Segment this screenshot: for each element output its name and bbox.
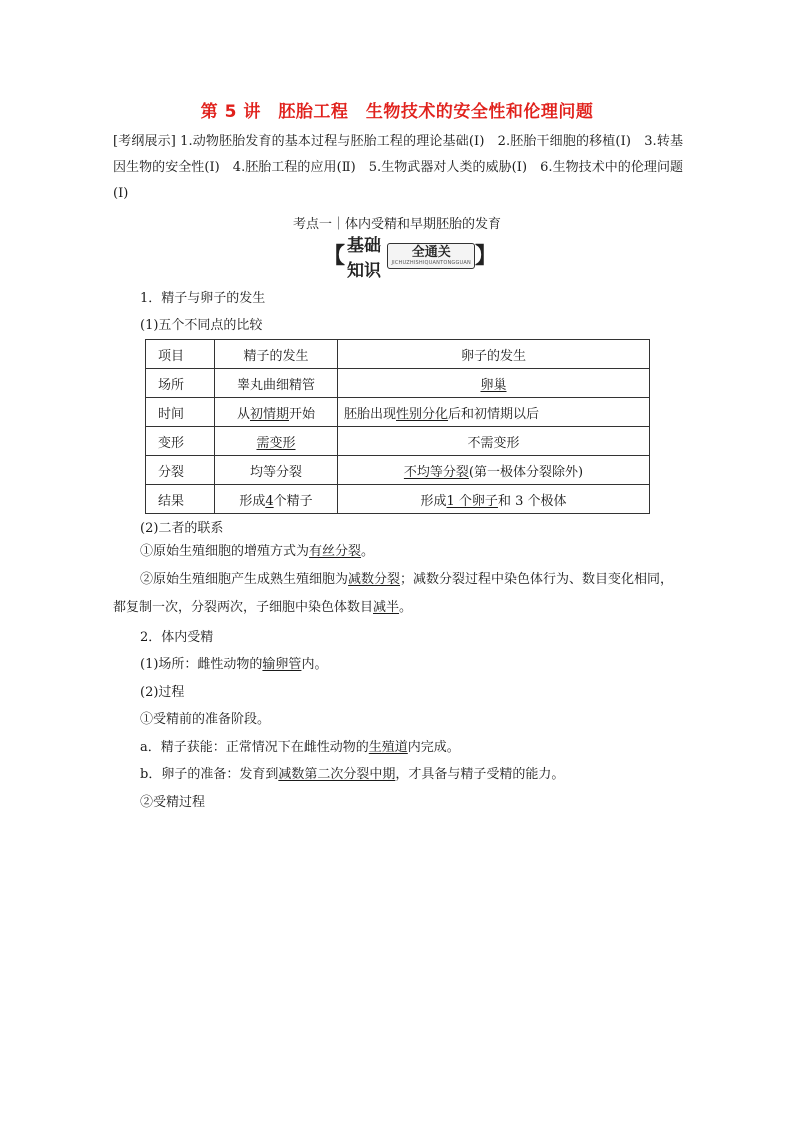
table-header-row xyxy=(146,340,650,369)
cell-egg xyxy=(338,369,650,398)
cell-item: 场所 xyxy=(146,369,215,398)
table-row xyxy=(146,485,650,514)
cell-sperm xyxy=(215,369,338,398)
text: 。 xyxy=(361,544,375,559)
text: 开始 xyxy=(289,406,316,422)
banner-badge xyxy=(387,243,475,269)
text: ②原始生殖细胞产生成熟生殖细胞为 xyxy=(140,572,349,587)
answer-underlined: 需变形 xyxy=(256,435,296,451)
text: ，才具备与精子受精的能力。 xyxy=(395,767,565,782)
answer-underlined: 输卵管 xyxy=(262,657,302,672)
answer-underlined: 卵巢 xyxy=(480,377,507,393)
answer-underlined: 生殖道 xyxy=(368,740,408,755)
answer-underlined: 有丝分裂 xyxy=(309,544,362,559)
answer-underlined: 4 xyxy=(265,493,274,509)
banner-badge-subtext: JICHUZHISHIQUANTONGGUAN xyxy=(391,259,471,266)
text: 。 xyxy=(399,600,413,615)
banner-left-bracket: 【 xyxy=(323,243,346,269)
answer-underlined: 减半 xyxy=(373,600,400,615)
subsection-1-2: (2)二者的联系 xyxy=(140,521,224,536)
exam-outline xyxy=(113,129,683,207)
section-heading-kaodian: 考点一｜体内受精和早期胚胎的发育 xyxy=(292,217,501,232)
line-egg-preparation xyxy=(140,763,564,782)
banner-text: 基础知识 xyxy=(347,236,382,281)
text: 内。 xyxy=(301,657,328,672)
foundation-knowledge-banner xyxy=(323,236,497,281)
line-preparation: ①受精前的准备阶段。 xyxy=(140,712,271,727)
text: (第一极体分裂除外) xyxy=(468,464,584,480)
line-process: (2)过程 xyxy=(140,685,185,700)
text: 内完成。 xyxy=(407,740,460,755)
answer-underlined: 减数分裂 xyxy=(348,572,401,587)
subsection-1-1: (1)五个不同点的比较 xyxy=(140,318,263,333)
paragraph-mitosis xyxy=(113,538,683,566)
comparison-table xyxy=(145,339,650,514)
text: a．精子获能：正常情况下在雌性动物的 xyxy=(140,740,369,755)
table-row xyxy=(146,369,650,398)
cell-item: 时间 xyxy=(146,398,215,427)
text: 均等分裂 xyxy=(249,464,302,480)
text: 不需变形 xyxy=(467,435,520,451)
answer-underlined: 不均等分裂 xyxy=(403,464,469,480)
cell-sperm xyxy=(215,456,338,485)
cell-sperm xyxy=(215,398,338,427)
table-row xyxy=(146,456,650,485)
text: 形成 xyxy=(420,493,447,509)
text: 形成 xyxy=(239,493,266,509)
answer-underlined: 初情期 xyxy=(249,406,289,422)
line-location xyxy=(140,653,327,672)
text: 个精子 xyxy=(273,493,313,509)
text: ①原始生殖细胞的增殖方式为 xyxy=(140,544,310,559)
cell-sperm xyxy=(215,427,338,456)
section-2-heading: 2．体内受精 xyxy=(140,630,214,645)
banner-right-bracket: 】 xyxy=(474,243,497,269)
answer-underlined: 性别分化 xyxy=(396,406,449,422)
text: 后和初情期以后 xyxy=(448,406,540,422)
outline-items: 1.动物胚胎发育的基本过程与胚胎工程的理论基础(Ⅰ) 2.胚胎干细胞的移植(Ⅰ) 3.转基因生物的安全性(Ⅰ) 4.胚胎工程的应用(Ⅱ) 5.生物武器对人类的威胁(Ⅰ) 6.生物技术中的伦理问题(Ⅰ) xyxy=(113,134,683,201)
answer-underlined: 1 个卵子 xyxy=(446,493,498,509)
header-cell: 项目 xyxy=(146,340,215,369)
cell-sperm xyxy=(215,485,338,514)
paragraph-meiosis xyxy=(113,566,683,622)
text: 胚胎出现 xyxy=(344,406,397,422)
table-row xyxy=(146,398,650,427)
cell-item: 分裂 xyxy=(146,456,215,485)
cell-egg xyxy=(338,427,650,456)
table-row xyxy=(146,427,650,456)
text: (1)场所：雌性动物的 xyxy=(140,657,263,672)
text: 从 xyxy=(236,406,250,422)
line-sperm-capacitation xyxy=(140,736,460,755)
text: b．卵子的准备：发育到 xyxy=(140,767,279,782)
cell-egg xyxy=(338,398,650,427)
answer-underlined: 减数第二次分裂中期 xyxy=(278,767,396,782)
cell-egg xyxy=(338,456,650,485)
text: ；减数分裂过程中染色体行为、数目变化相同，都复制一次，分裂两次，子细胞中染色体数目 xyxy=(113,572,674,615)
outline-tag: [考纲展示] xyxy=(113,134,176,149)
banner-badge-text: 全通关 xyxy=(411,244,451,260)
section-1-heading: 1．精子与卵子的发生 xyxy=(140,291,266,306)
line-fertilization-process: ②受精过程 xyxy=(140,795,206,810)
text: 睾丸曲细精管 xyxy=(236,377,315,393)
cell-item: 变形 xyxy=(146,427,215,456)
text: 和 3 个极体 xyxy=(497,493,567,509)
cell-item: 结果 xyxy=(146,485,215,514)
header-cell: 卵子的发生 xyxy=(338,340,650,369)
cell-egg xyxy=(338,485,650,514)
header-cell: 精子的发生 xyxy=(215,340,338,369)
page-title: 第 5 讲 胚胎工程 生物技术的安全性和伦理问题 xyxy=(200,102,594,122)
